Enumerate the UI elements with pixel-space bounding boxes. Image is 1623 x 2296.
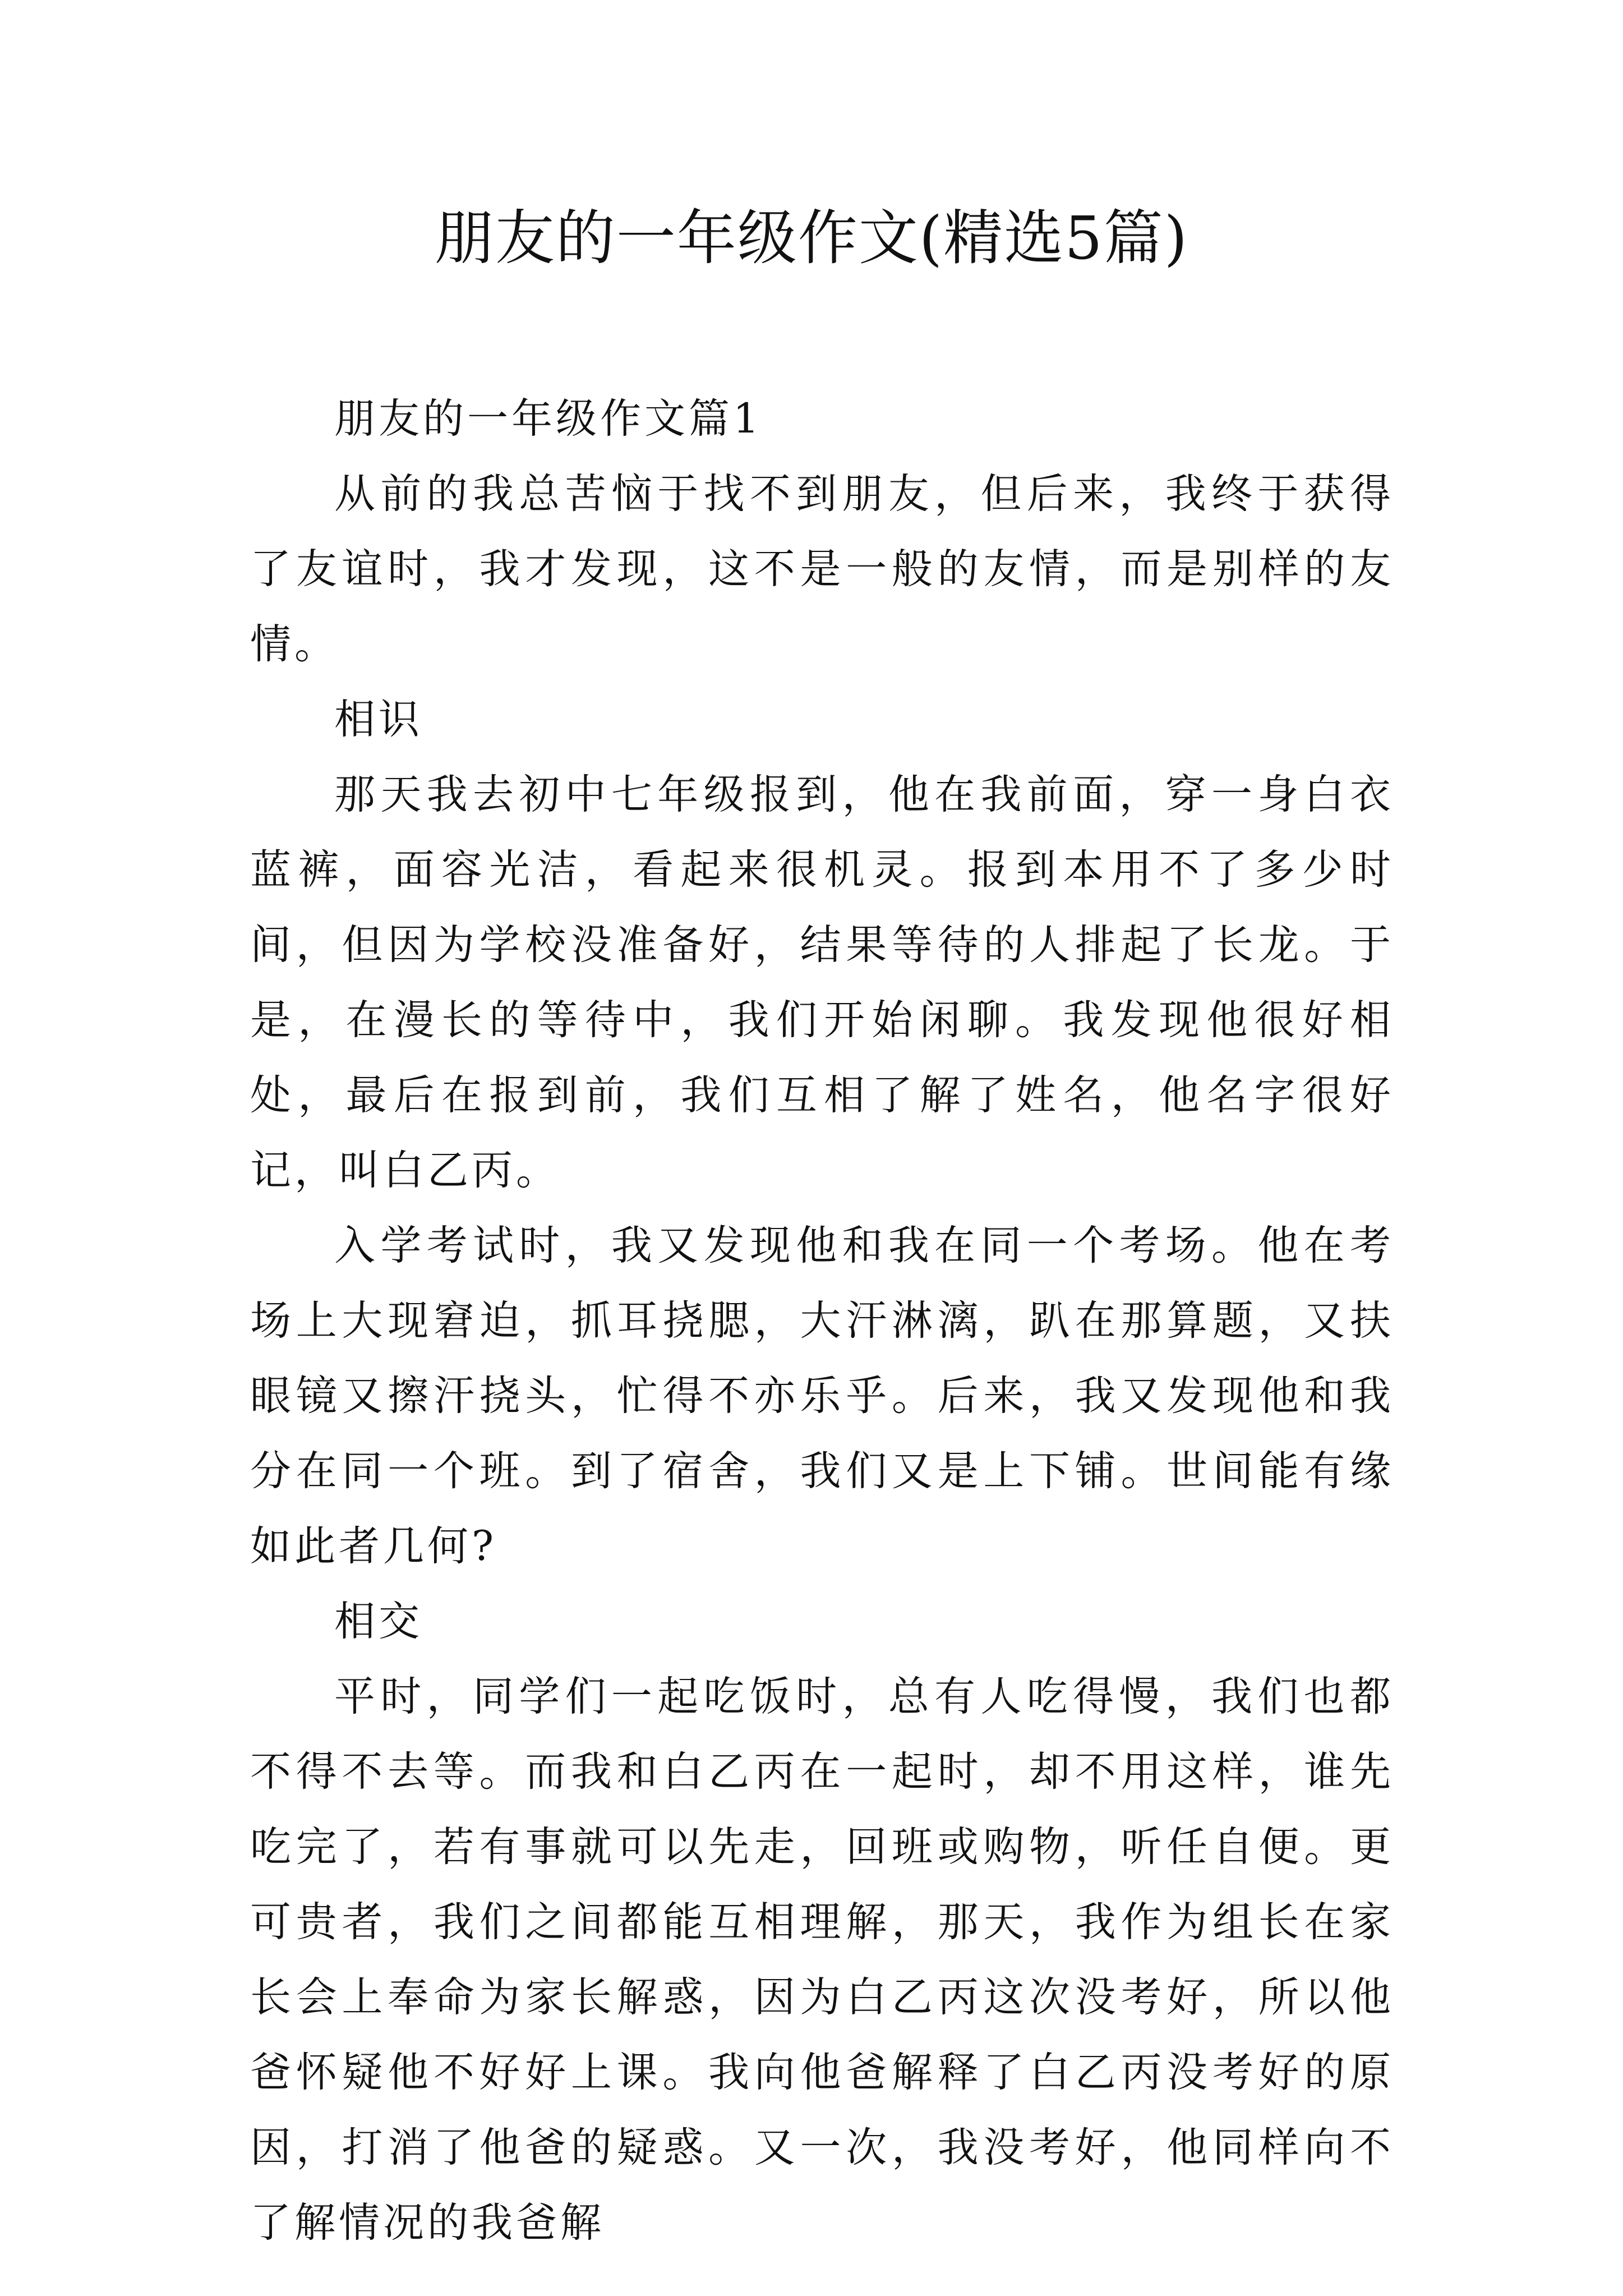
document-title: 朋友的一年级作文(精选5篇)	[434, 204, 1189, 273]
paragraph: 那天我去初中七年级报到，他在我前面，穿一身白衣蓝裤，面容光洁，看起来很机灵。报到本用不了多少时间，但因为学校没准备好，结果等待的人排起了长龙。于是，在漫长的等待中，我们开始闲聊。我发现他很好相处，最后在报到前，我们互相了解了姓名，他名字很好记，叫白乙丙。	[250, 771, 1394, 1194]
section-heading: 朋友的一年级作文篇1	[334, 395, 763, 443]
document-body	[250, 381, 1394, 2261]
paragraph: 从前的我总苦恼于找不到朋友，但后来，我终于获得了友谊时，我才发现，这不是一般的友情，而是别样的友情。	[250, 470, 1394, 668]
paragraph: 平时，同学们一起吃饭时，总有人吃得慢，我们也都不得不去等。而我和白乙丙在一起时，却不用这样，谁先吃完了，若有事就可以先走，回班或购物，听任自便。更可贵者，我们之间都能互相理解，那天，我作为组长在家长会上奉命为家长解惑，因为白乙丙这次没考好，所以他爸怀疑他不好好上课。我向他爸解释了白乙丙没考好的原因，打消了他爸的疑惑。又一次，我没考好，他同样向不了解情况的我爸解	[250, 1673, 1394, 2247]
subheading: 相交	[334, 1598, 423, 1645]
paragraph: 入学考试时，我又发现他和我在同一个考场。他在考场上大现窘迫，抓耳挠腮，大汗淋漓，趴在那算题，又扶眼镜又擦汗挠头，忙得不亦乐乎。后来，我又发现他和我分在同一个班。到了宿舍，我们又是上下铺。世间能有缘如此者几何?	[250, 1222, 1394, 1570]
subheading: 相识	[334, 696, 423, 743]
